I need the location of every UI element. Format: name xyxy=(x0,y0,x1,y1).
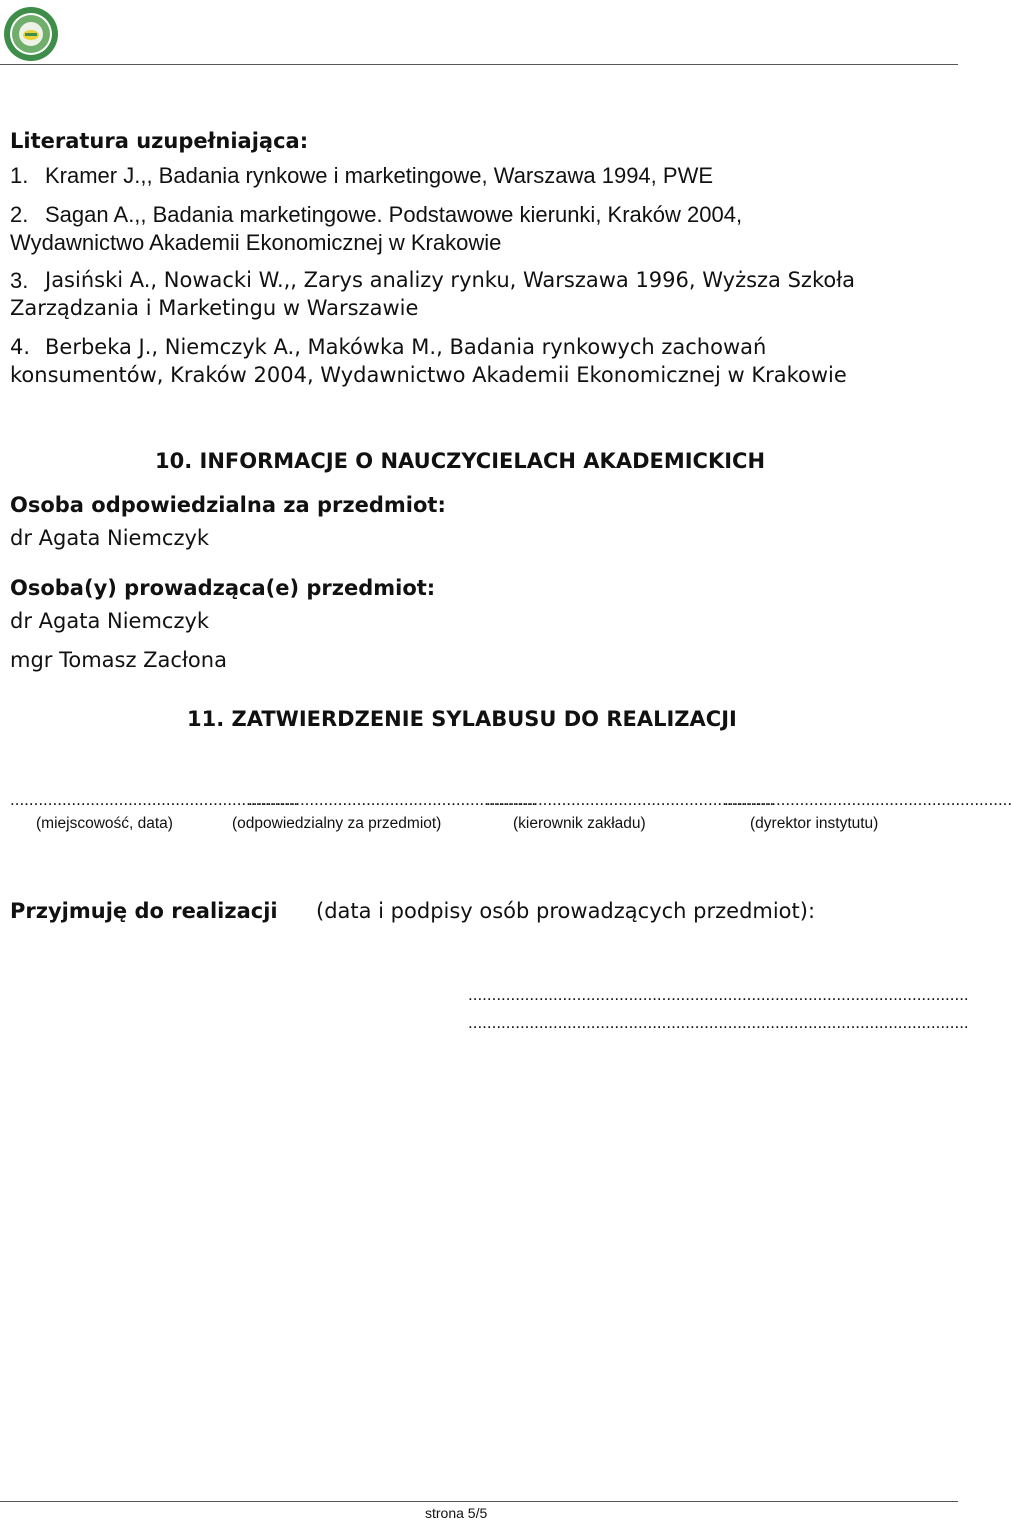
signature-label-responsible: (odpowiedzialny za przedmiot) xyxy=(232,815,442,832)
signature-line-place-date: ............................................................. xyxy=(10,790,299,809)
signature-label-place-date: (miejscowość, data) xyxy=(36,815,173,832)
university-seal-logo xyxy=(3,6,59,62)
responsible-label: Osoba odpowiedzialna za przedmiot: xyxy=(10,493,446,517)
literature-heading: Literatura uzupełniająca: xyxy=(10,129,309,153)
teachers-label: Osoba(y) prowadząca(e) przedmiot: xyxy=(10,576,436,600)
accept-label: Przyjmuję do realizacji xyxy=(10,899,278,923)
literature-item-1-num: 1. xyxy=(10,163,29,188)
literature-item-3-num: 3. xyxy=(10,268,29,293)
signature-label-director: (dyrektor instytutu) xyxy=(750,815,879,832)
header-rule xyxy=(0,64,958,65)
literature-item-4-num: 4. xyxy=(10,335,31,359)
signature-line-head-of-department: ............................................................. xyxy=(486,790,775,809)
signature-label-head-of-department: (kierownik zakładu) xyxy=(513,815,646,832)
literature-item-3-text: Jasiński A., Nowacki W.,, Zarys analizy rynku, Warszawa 1996, Wyższa Szkoła xyxy=(45,268,856,292)
literature-item-1-text: Kramer J.,, Badania rynkowe i marketingowe, Warszawa 1994, PWE xyxy=(45,163,714,188)
signature-line-responsible: ............................................................. xyxy=(248,790,537,809)
section-10-title: 10. INFORMACJE O NAUCZYCIELACH AKADEMICKICH xyxy=(155,449,766,473)
literature-item-2-text: Sagan A.,, Badania marketingowe. Podstawowe kierunki, Kraków 2004, xyxy=(45,202,743,227)
teacher-name: dr Agata Niemczyk xyxy=(10,609,210,633)
responsible-name: dr Agata Niemczyk xyxy=(10,526,210,550)
literature-item-4-text-cont: konsumentów, Kraków 2004, Wydawnictwo Akademii Ekonomicznej w Krakowie xyxy=(10,363,847,387)
literature-item-4-text: Berbeka J., Niemczyk A., Makówka M., Badania rynkowych zachowań xyxy=(45,335,767,359)
literature-item-3-text-cont: Zarządzania i Marketingu w Warszawie xyxy=(10,296,419,320)
teacher-signature-line: .......................................................................................................... xyxy=(468,985,969,1004)
section-11-title: 11. ZATWIERDZENIE SYLABUSU DO REALIZACJI xyxy=(187,707,737,731)
accept-note: (data i podpisy osób prowadzących przedmiot): xyxy=(316,899,816,923)
footer-rule xyxy=(0,1501,958,1502)
literature-item-2-num: 2. xyxy=(10,202,29,227)
page-number: strona 5/5 xyxy=(425,1505,488,1521)
literature-item-2-text-cont: Wydawnictwo Akademii Ekonomicznej w Krakowie xyxy=(10,230,502,255)
teacher-name: mgr Tomasz Zacłona xyxy=(10,648,227,672)
signature-line-director: ............................................................. xyxy=(724,790,1012,809)
teacher-signature-line: .......................................................................................................... xyxy=(468,1013,969,1032)
